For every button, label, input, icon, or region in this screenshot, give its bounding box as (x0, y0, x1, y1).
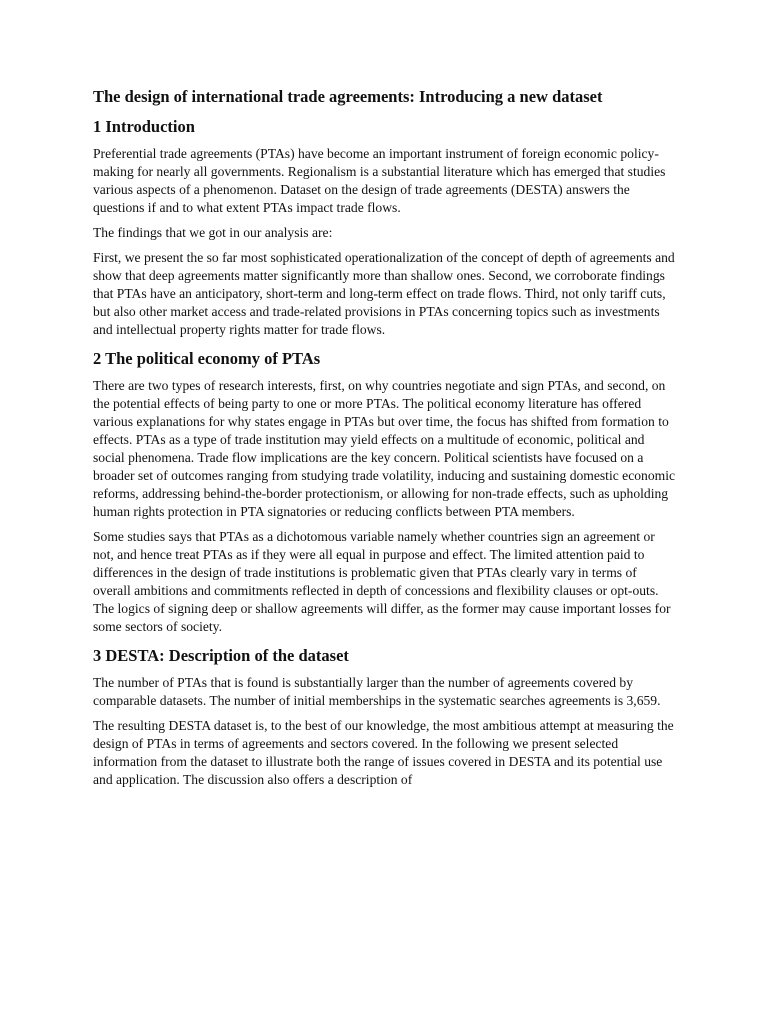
document-page (93, 86, 677, 798)
document-title: The design of international trade agreements: Introducing a new dataset (93, 87, 603, 106)
paragraph: Preferential trade agreements (PTAs) have become an important instrument of foreign economic policy-making for nearly all governments. Regionalism is a substantial literature which has emerged that studies various aspects of a phenomenon. Dataset on the design of trade agreements (DESTA) answers the questions if and to what extent PTAs impact trade flows. (93, 146, 666, 215)
paragraph: The findings that we got in our analysis are: (93, 225, 333, 240)
section-political-economy (93, 348, 677, 636)
paragraph: The resulting DESTA dataset is, to the best of our knowledge, the most ambitious attempt at measuring the design of PTAs in terms of agreements and sectors covered. In the following we present selected information from the dataset to illustrate both the range of issues covered in DESTA and its potential use and application. The discussion also offers a description of (93, 718, 674, 787)
section-heading: 1 Introduction (93, 117, 195, 136)
section-introduction (93, 116, 677, 339)
paragraph: First, we present the so far most sophisticated operationalization of the concept of depth of agreements and show that deep agreements matter significantly more than shallow ones. Second, we corroborate findings that PTAs have an anticipatory, short-term and long-term effect on trade flows. Third, not only tariff cuts, but also other market access and trade-related provisions in PTAs concerning topics such as investments and intellectual property rights matter for trade flows. (93, 250, 675, 337)
section-desta-description (93, 645, 677, 789)
paragraph: The number of PTAs that is found is substantially larger than the number of agreements covered by comparable datasets. The number of initial memberships in the systematic searches agreements is 3,659. (93, 675, 661, 708)
section-heading: 2 The political economy of PTAs (93, 349, 321, 368)
paragraph: Some studies says that PTAs as a dichotomous variable namely whether countries sign an agreement or not, and hence treat PTAs as if they were all equal in purpose and effect. The limited attention paid to differences in the design of trade institutions is problematic given that PTAs clearly vary in terms of overall ambitions and commitments reflected in depth of concessions and flexibility clauses or opt-outs. The logics of signing deep or shallow agreements will differ, as the former may cause important losses for some sectors of society. (93, 529, 671, 634)
section-heading: 3 DESTA: Description of the dataset (93, 646, 349, 665)
paragraph: There are two types of research interests, first, on why countries negotiate and sign PTAs, and second, on the potential effects of being party to one or more PTAs. The political economy literature has offered various explanations for why states engage in PTAs but over time, the focus has shifted from formation to effects. PTAs as a type of trade institution may yield effects on a multitude of economic, political and social phenomena. Trade flow implications are the key concern. Political scientists have focused on a broader set of outcomes ranging from studying trade volatility, inducing and sustaining domestic economic reforms, addressing behind-the-border protectionism, or allowing for non-trade effects, such as upholding human rights protection in PTA signatories or reducing conflicts between PTA members. (93, 378, 676, 519)
